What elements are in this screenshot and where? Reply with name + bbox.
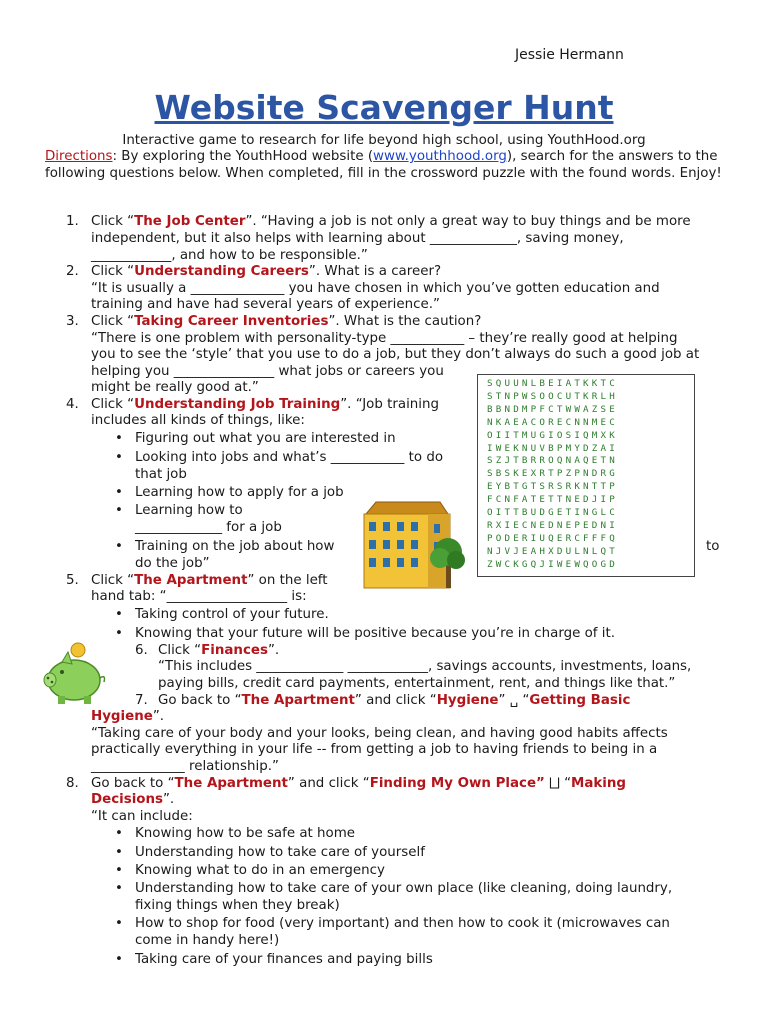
bullet: • [115, 485, 123, 500]
q7-target-hygiene: Hygiene [436, 693, 499, 708]
puzzle-row: SZJTBRROQNAQETN [487, 455, 618, 467]
q7-target-apartment: The Apartment [241, 693, 355, 708]
puzzle-row: FCNFATETTNEDJIP [487, 494, 618, 506]
q8-bullet-4b: fixing things when they break) [135, 898, 340, 913]
q8-line1b: Decisions”. [91, 792, 175, 807]
bullet: • [115, 450, 123, 465]
piggy-bank-illustration [42, 640, 108, 706]
directions [45, 149, 725, 182]
author-name: Jessie Hermann [515, 47, 624, 63]
puzzle-row: STNPWSOOCUTKRLH [487, 390, 618, 402]
q6-number: 6. [135, 643, 148, 658]
directions-text-after: ), search for the answers to the following questions below. When completed, fill in the crossword puzzle with the found words. Enjoy! [45, 149, 722, 181]
q4-bullet-3: Learning how to apply for a job [135, 485, 344, 500]
bullet: • [115, 881, 123, 896]
puzzle-row: RXIECNEDNEPEDNI [487, 519, 618, 531]
q4-line2: includes all kinds of things, like: [91, 413, 305, 428]
bullet: • [115, 916, 123, 931]
bullet: • [115, 845, 123, 860]
q8-bullet-3: Knowing what to do in an emergency [135, 863, 385, 878]
q7-line1: Go back to “The Apartment” and click “Hygiene” ␣ “Getting Basic [158, 693, 631, 708]
q6-target: Finances [201, 643, 268, 658]
q5-line1: Click “The Apartment” on the left [91, 573, 328, 588]
q4-bullet-5: Training on the job about how [135, 539, 335, 554]
q6-line2: “This includes _____________ ____________, savings accounts, investments, loans, [158, 659, 692, 674]
q4-bullet-2b: that job [135, 467, 187, 482]
word-search-puzzle [477, 374, 695, 577]
q2-target: Understanding Careers [134, 264, 309, 279]
q8-target-making: Making [571, 776, 626, 791]
q4-bullet-4: Learning how to [135, 503, 243, 518]
q5-number: 5. [66, 573, 79, 588]
q4-bullet-5b: do the job” [135, 556, 210, 571]
bullet: • [115, 863, 123, 878]
puzzle-row: NJVJEAHXDULNLQT [487, 545, 618, 557]
q8-bullet-1: Knowing how to be safe at home [135, 826, 356, 841]
q4-number: 4. [66, 397, 79, 412]
q2-line2: “It is usually a ______________ you have chosen in which you’ve gotten education and [91, 281, 660, 296]
building-illustration [356, 500, 470, 592]
q7-line4: ______________ relationship.” [91, 759, 279, 774]
q5-bullet-2: Knowing that your future will be positive because you’re in charge of it. [135, 626, 615, 641]
q2-line3: training and have had several years of experience.” [91, 297, 440, 312]
q8-bullet-4: Understanding how to take care of your own place (like cleaning, doing laundry, [135, 881, 673, 896]
q7-line3: practically everything in your life -- from getting a job to having friends to being in a [91, 742, 658, 757]
q1-line3: ____________, and how to be responsible.” [91, 248, 368, 263]
page-title: Website Scavenger Hunt [154, 88, 614, 127]
q3-line5: might be really good at.” [91, 380, 259, 395]
q8-line2: “It can include: [91, 809, 193, 824]
puzzle-row: EYBTGTSRSRKNTTP [487, 481, 618, 493]
q1-line1: Click “The Job Center”. “Having a job is not only a great way to buy things and be more [91, 214, 691, 229]
q7-target-basic-b: Hygiene [91, 709, 153, 724]
bullet: • [115, 607, 123, 622]
q4-bullet-2: Looking into jobs and what’s ___________ to do [135, 450, 444, 465]
q8-target-decisions: Decisions [91, 792, 163, 807]
puzzle-row: NKAEACORECNNMEC [487, 416, 618, 428]
q3-line3: you to see the ‘style’ that you use to do a job, but they don’t always do such a good job at [91, 347, 700, 362]
q7-line2: “Taking care of your body and your looks, being clean, and having good habits affects [91, 726, 668, 741]
q5-bullet-1: Taking control of your future. [135, 607, 329, 622]
q8-bullet-5: How to shop for food (very important) and then how to cook it (microwaves can [135, 916, 670, 931]
q4-bullet-4b: _____________ for a job [135, 520, 282, 535]
q2-number: 2. [66, 264, 79, 279]
bullet: • [115, 503, 123, 518]
bullet: • [115, 826, 123, 841]
q3-target: Taking Career Inventories [134, 314, 329, 329]
after-puzzle-text: to [706, 539, 720, 554]
puzzle-row: ZWCKGQJIWEWQOGD [487, 558, 618, 570]
q5-line2: hand tab: “__________________ is: [91, 589, 307, 604]
q2-line1: Click “Understanding Careers”. What is a career? [91, 264, 442, 279]
q8-target-place: Finding My Own Place” [369, 776, 545, 791]
q1-number: 1. [66, 214, 79, 229]
bullet: • [115, 539, 123, 554]
subtitle: Interactive game to research for life beyond high school, using YouthHood.org [122, 133, 646, 148]
q8-target-apartment: The Apartment [174, 776, 288, 791]
directions-text: : By exploring the YouthHood website ( [112, 149, 374, 164]
bullet: • [115, 626, 123, 641]
bullet: • [115, 952, 123, 967]
q7-target-basic: Getting Basic [529, 693, 631, 708]
q8-line1: Go back to “The Apartment” and click “Finding My Own Place” ⨆ “Making [91, 776, 626, 791]
q6-line1: Click “Finances”. [158, 643, 280, 658]
q7-line1b: Hygiene”. [91, 709, 165, 724]
puzzle-row: OIITMUGIOSIQMXK [487, 429, 618, 441]
q5-target: The Apartment [134, 573, 248, 588]
puzzle-row: PODERIUQERCFFFQ [487, 532, 618, 544]
q3-line2: “There is one problem with personality-type ___________ – they’re really good at helping [91, 331, 678, 346]
q8-number: 8. [66, 776, 79, 791]
q8-bullet-6: Taking care of your finances and paying bills [135, 952, 433, 967]
youthhood-link[interactable]: www.youthhood.org [373, 149, 507, 164]
puzzle-row: SQUUNLBEIATKKTC [487, 378, 618, 389]
bullet: • [115, 431, 123, 446]
q3-line1: Click “Taking Career Inventories”. What is the caution? [91, 314, 482, 329]
directions-label: Directions [45, 149, 113, 164]
puzzle-row: SBSKEXRTPZPNDRG [487, 468, 618, 480]
q6-line3: paying bills, credit card payments, entertainment, rent, and things like that.” [158, 676, 676, 691]
q8-bullet-2: Understanding how to take care of yourself [135, 845, 425, 860]
puzzle-row: BBNDMPFCTWWAZSE [487, 403, 618, 415]
q3-number: 3. [66, 314, 79, 329]
q1-target: The Job Center [134, 214, 246, 229]
q4-target: Understanding Job Training [134, 397, 341, 412]
q1-line2: independent, but it also helps with learning about _____________, saving money, [91, 231, 624, 246]
puzzle-row: OITTBUDGETINGLC [487, 507, 618, 519]
q8-bullet-5b: come in handy here!) [135, 933, 280, 948]
q4-line1: Click “Understanding Job Training”. “Job training [91, 397, 439, 412]
q7-number: 7. [135, 693, 148, 708]
q4-bullet-1: Figuring out what you are interested in [135, 431, 396, 446]
puzzle-row: IWEKNUVBPMYDZAI [487, 442, 618, 454]
q3-line4: helping you _______________ what jobs or careers you [91, 364, 444, 379]
